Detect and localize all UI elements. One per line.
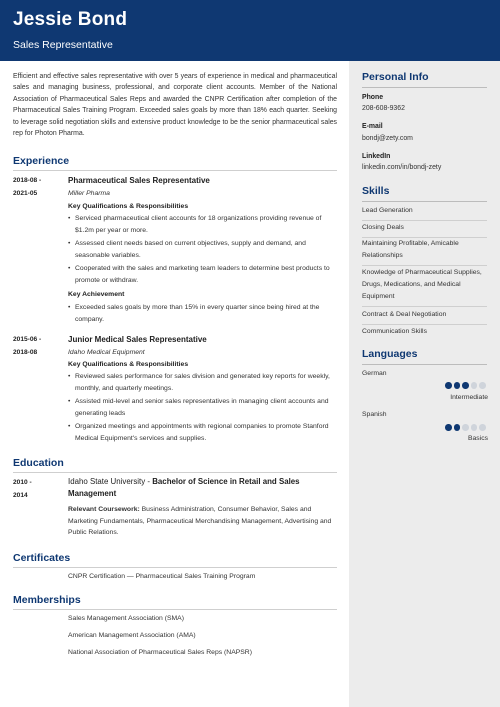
- candidate-role: Sales Representative: [13, 39, 113, 51]
- skill-item: Communication Skills: [362, 328, 427, 335]
- sidebar: [349, 61, 500, 707]
- experience-heading: Experience: [13, 155, 70, 167]
- certificates-divider: [13, 567, 337, 568]
- rating-dot-empty: [462, 424, 469, 431]
- list-item: • Assisted mid-level and senior sales representatives in managing client accounts and generating leads: [68, 396, 338, 419]
- membership-item: Sales Management Association (SMA): [68, 615, 184, 622]
- language-rating: [445, 382, 486, 389]
- rating-dot-filled: [462, 382, 469, 389]
- job-1-bullet-list: [68, 213, 338, 288]
- rating-dot-filled: [445, 424, 452, 431]
- education-school: Idaho State University -: [68, 477, 153, 486]
- coursework-label: Relevant Coursework:: [68, 506, 140, 513]
- rating-dot-empty: [471, 382, 478, 389]
- memberships-divider: [13, 609, 337, 610]
- list-item: • Serviced pharmaceutical client accounts for 18 organizations providing revenue of $1.2m per year or more.: [68, 213, 338, 236]
- job-2-bullet-list: [68, 371, 338, 446]
- education-coursework: [68, 504, 338, 539]
- list-item: • Cooperated with the sales and marketing team leaders to determine best products to promote or withdraw.: [68, 263, 338, 286]
- education-heading: Education: [13, 457, 64, 469]
- education-degree-line: [68, 476, 338, 500]
- rating-dot-empty: [471, 424, 478, 431]
- education-degree: Bachelor of Science in Retail and Sales Management: [68, 477, 300, 498]
- personal-info-divider: [362, 87, 487, 88]
- language-level: Basics: [467, 435, 488, 442]
- language-rating: [445, 424, 486, 431]
- rating-dot-filled: [454, 382, 461, 389]
- education-dates: [13, 477, 32, 502]
- experience-divider: [13, 170, 337, 171]
- job-1-qualifications-heading: Key Qualifications & Responsibilities: [68, 203, 189, 210]
- language-name: Spanish: [362, 411, 387, 418]
- skill-divider: [362, 306, 487, 307]
- skill-item: Closing Deals: [362, 224, 404, 231]
- job-2-dates: [13, 334, 41, 359]
- list-item: • Exceeded sales goals by more than 15% in every quarter since being hired at the company.: [68, 302, 338, 325]
- education-divider: [13, 472, 337, 473]
- education-date-start: 2010 -: [13, 479, 32, 486]
- rating-dot-empty: [479, 382, 486, 389]
- job-2-title: Junior Medical Sales Representative: [68, 335, 207, 344]
- skill-divider: [362, 324, 487, 325]
- rating-dot-filled: [454, 424, 461, 431]
- rating-dot-filled: [445, 382, 452, 389]
- main-column: [0, 61, 349, 707]
- phone-label: Phone: [362, 94, 384, 101]
- job-2-date-start: 2015-06 -: [13, 336, 42, 343]
- candidate-name: Jessie Bond: [13, 9, 128, 30]
- job-2-company: Idaho Medical Equipment: [68, 349, 145, 356]
- job-1-company: Miller Pharma: [68, 190, 110, 197]
- linkedin-value: linkedin.com/in/bondj-zety: [362, 164, 442, 171]
- coursework-text: Business Administration, Consumer Behavior, Sales and Marketing Fundamentals, Pharmaceutical Merchandising Management, Advertising and Public Relations.: [68, 506, 332, 536]
- certificate-item: CNPR Certification — Pharmaceutical Sales Training Program: [68, 573, 256, 580]
- job-1-dates: [13, 175, 41, 200]
- list-item: • Assessed client needs based on current objectives, supply and demand, and seasonable variables.: [68, 238, 338, 261]
- job-1-achievement-heading: Key Achievement: [68, 291, 125, 298]
- certificates-heading: Certificates: [13, 552, 71, 564]
- education-date-end: 2014: [13, 491, 28, 499]
- email-value: bondj@zety.com: [362, 135, 413, 142]
- job-1-date-end: 2021-05: [13, 189, 38, 197]
- job-1-achievement-list: [68, 302, 338, 327]
- job-2-qualifications-heading: Key Qualifications & Responsibilities: [68, 361, 189, 368]
- list-item: • Organized meetings and appointments with regional companies to promote Stanford Medical Equipment's services and supplies.: [68, 421, 338, 444]
- languages-heading: Languages: [362, 348, 418, 360]
- skill-divider: [362, 265, 487, 266]
- skill-item: Contract & Deal Negotiation: [362, 311, 447, 318]
- skills-heading: Skills: [362, 185, 390, 197]
- phone-value: 208-608-9362: [362, 105, 405, 112]
- membership-item: National Association of Pharmaceutical Sales Reps (NAPSR): [68, 649, 252, 656]
- languages-divider: [362, 364, 487, 365]
- job-1-title: Pharmaceutical Sales Representative: [68, 176, 210, 185]
- resume-header: [0, 0, 500, 61]
- job-2-date-end: 2018-08: [13, 348, 38, 356]
- skill-item: Maintaining Profitable, Amicable Relationships: [362, 240, 459, 260]
- language-level: Intermediate: [450, 394, 488, 401]
- job-1-date-start: 2018-08 -: [13, 177, 42, 184]
- skill-item: Knowledge of Pharmaceutical Supplies, Drugs, Medications, and Medical Equipment: [362, 269, 482, 301]
- membership-item: American Management Association (AMA): [68, 632, 196, 639]
- memberships-heading: Memberships: [13, 594, 81, 606]
- email-label: E-mail: [362, 123, 383, 130]
- skill-divider: [362, 220, 487, 221]
- linkedin-label: LinkedIn: [362, 153, 391, 160]
- rating-dot-empty: [479, 424, 486, 431]
- language-name: German: [362, 370, 387, 377]
- skills-divider: [362, 201, 487, 202]
- summary-text: Efficient and effective sales representative with over 5 years of experience in medical and pharmaceutical sales and managing business, professional, and corporate client accounts. Member of the National Association of Pharmaceutical Sales Reps and awarded the CNPR Certification after completion of the Pharmaceutical Sales Training Program. Exceeded sales goals by more than 18% each quarter. Seeking to leverage solid negotiation skills and extensive product knowledge to be the senior pharmaceutical sales rep for Photon Pharma.: [13, 73, 337, 138]
- skill-item: Lead Generation: [362, 207, 413, 214]
- personal-info-heading: Personal Info: [362, 71, 429, 83]
- list-item: • Reviewed sales performance for sales division and generated key reports for weekly, monthly, and quarterly meetings.: [68, 371, 338, 394]
